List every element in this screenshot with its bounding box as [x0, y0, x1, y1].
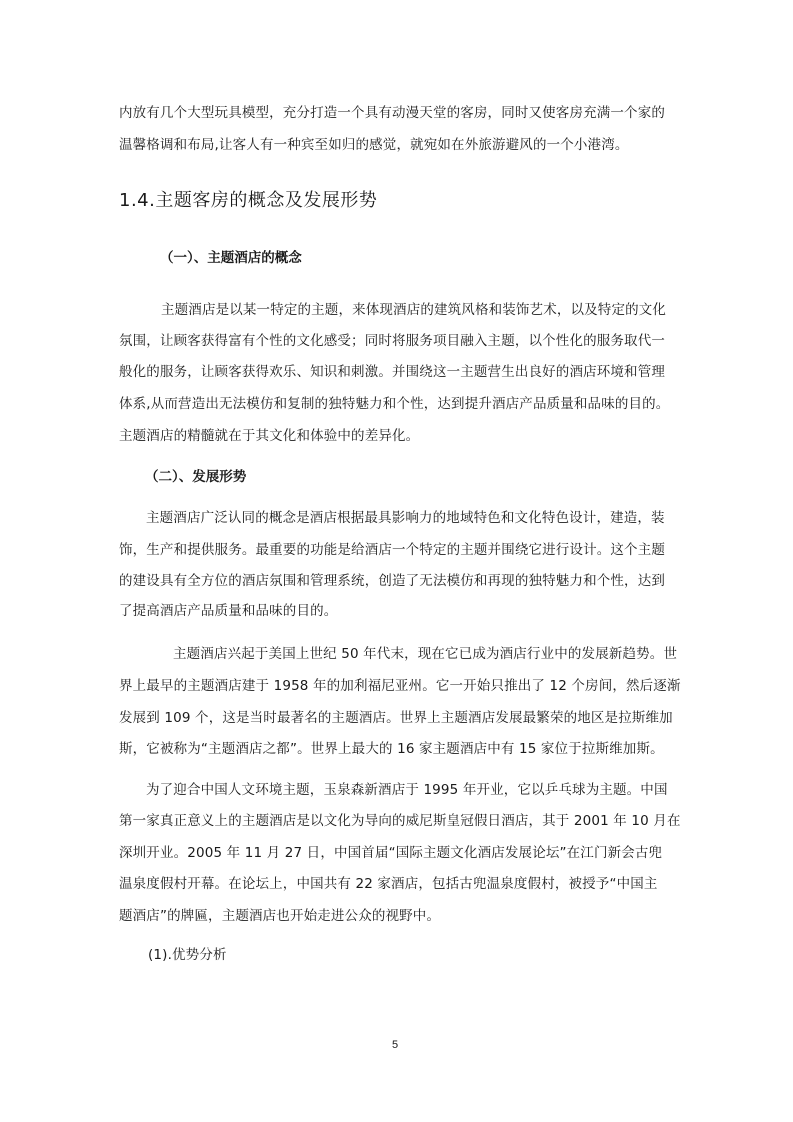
section-heading: 1.4.主题客房的概念及发展形势 — [119, 190, 378, 211]
concept-line-5: 主题酒店的精髓就在于其文化和体验中的差异化。 — [119, 428, 420, 444]
concept-line-3: 般化的服务，让顾客获得欢乐、知识和刺激。并围绕这一主题营生出良好的酒店环境和管理 — [119, 364, 665, 380]
concept-line-1: 主题酒店是以某一特定的主题，来体现酒店的建筑风格和装饰艺术，以及特定的文化 — [161, 302, 667, 318]
trend-p2-line-2: 界上最早的主题酒店建于 1958 年的加利福尼亚州。它一开始只推出了 12 个房间，然后逐渐 — [119, 678, 681, 694]
trend-p1-line-4: 了提高酒店产品质量和品味的目的。 — [119, 603, 338, 619]
intro-line-1: 内放有几个大型玩具模型，充分打造一个具有动漫天堂的客房，同时又使客房充满一个家的 — [119, 105, 665, 121]
concept-line-4: 体系,从而营造出无法模仿和复制的独特魅力和个性，达到提升酒店产品质量和品味的目的。 — [119, 396, 670, 412]
trend-p1-line-1: 主题酒店广泛认同的概念是酒店根据最具影响力的地域特色和文化特色设计，建造，装 — [146, 510, 665, 526]
trend-p2-line-3: 发展到 109 个，这是当时最著名的主题酒店。世界上主题酒店发展最繁荣的地区是拉斯维加 — [119, 710, 673, 726]
trend-p2-line-1: 主题酒店兴起于美国上世纪 50 年代末，现在它已成为酒店行业中的发展新趋势。世 — [173, 646, 678, 662]
page-number: 5 — [392, 1039, 399, 1051]
trend-p3-line-4: 温泉度假村开幕。在论坛上，中国共有 22 家酒店，包括古兜温泉度假村，被授予“中国主 — [119, 876, 658, 892]
subsection-1-title: （一）、主题酒店的概念 — [160, 250, 302, 266]
trend-p3-line-2: 第一家真正意义上的主题酒店是以文化为导向的威尼斯皇冠假日酒店，其于 2001 年 10 月在 — [119, 813, 681, 829]
trend-p1-line-2: 饰，生产和提供服务。最重要的功能是给酒店一个特定的主题并围绕它进行设计。这个主题 — [119, 542, 665, 558]
subsection-2-title: （二）、发展形势 — [145, 469, 247, 485]
trend-p3-line-1: 为了迎合中国人文环境主题，玉泉森新酒店于 1995 年开业，它以乒乓球为主题。中国 — [146, 782, 668, 798]
trend-p3-line-3: 深圳开业。2005 年 11 月 27 日，中国首届“国际主题文化酒店发展论坛”在江门新会古兜 — [119, 845, 663, 861]
trend-p3-line-5: 题酒店”的牌匾，主题酒店也开始走进公众的视野中。 — [119, 908, 441, 924]
intro-line-2: 温馨格调和布局,让客人有一种宾至如归的感觉，就宛如在外旅游避风的一个小港湾。 — [119, 137, 629, 153]
trend-p2-line-4: 斯，它被称为“主题酒店之都”。世界上最大的 16 家主题酒店中有 15 家位于拉斯维加斯。 — [119, 741, 664, 757]
advantage-analysis-heading: (1).优势分析 — [148, 947, 227, 963]
concept-line-2: 氛围，让顾客获得富有个性的文化感受；同时将服务项目融入主题，以个性化的服务取代一 — [119, 333, 665, 349]
trend-p1-line-3: 的建设具有全方位的酒店氛围和管理系统，创造了无法模仿和再现的独特魅力和个性，达到 — [119, 573, 665, 589]
